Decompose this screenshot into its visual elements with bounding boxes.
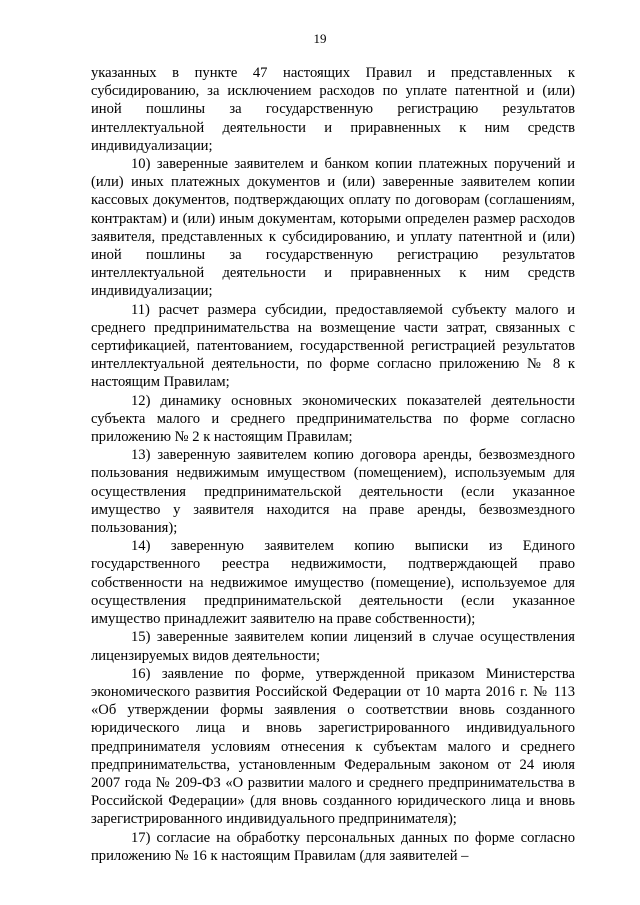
list-item-13: 13) заверенную заявителем копию договора аренды, безвозмездного пользования недвижимым имуществом (помещением), используемым для осуществления предпринимательской деятельности (если указанное имущество у заявителя находится на праве аренды, безвозмездного пользования);: [91, 447, 575, 537]
list-item-11: 11) расчет размера субсидии, предоставляемой субъекту малого и среднего предпринимательства на возмещение части затрат, связанных с сертификацией, патентованием, государственной регистрацией результатов интеллектуальной деятельности, по форме согласно приложению № 8 к настоящим Правилам;: [91, 301, 575, 391]
document-body: [91, 64, 575, 865]
list-item-14: 14) заверенную заявителем копию выписки из Единого государственного реестра недвижимости, подтверждающей право собственности на недвижимое имущество (помещение), используемое для осуществления предпринимательской деятельности (если указанное имущество принадлежит заявителю на праве собственности);: [91, 538, 575, 628]
paragraph-continuation: указанных в пункте 47 настоящих Правил и представленных к субсидированию, за исключением расходов по уплате патентной и (или) иной пошлины за государственную регистрацию результатов интеллектуальной деятельности и приравненных к ним средств индивидуализации;: [91, 65, 575, 154]
list-item-10: 10) заверенные заявителем и банком копии платежных поручений и (или) иных платежных документов и (или) заверенные заявителем копии кассовых документов, подтверждающих оплату по договорам (соглашениям, контрактам) и (или) иным документам, которыми определен размер расходов заявителя, представленных к субсидированию, и уплату патентной и (или) иной пошлины за государственную регистрацию результатов интеллектуальной деятельности и приравненных к ним средств индивидуализации;: [91, 156, 575, 300]
list-item-15: 15) заверенные заявителем копии лицензий в случае осуществления лицензируемых видов деятельности;: [91, 629, 575, 664]
list-item-12: 12) динамику основных экономических показателей деятельности субъекта малого и среднего предпринимательства по форме согласно приложению № 2 к настоящим Правилам;: [91, 392, 575, 446]
list-item-17: 17) согласие на обработку персональных данных по форме согласно приложению № 16 к настоящим Правилам (для заявителей –: [91, 829, 575, 864]
list-item-16: 16) заявление по форме, утвержденной приказом Министерства экономического развития Российской Федерации от 10 марта 2016 г. № 113 «Об утверждении формы заявления о соответствии вновь созданного юридического лица и вновь зарегистрированного индивидуального предпринимателя условиям отнесения к субъектам малого и среднего предпринимательства, установленным Федеральным законом от 24 июля 2007 года № 209-ФЗ «О развитии малого и среднего предпринимательства в Российской Федерации» (для вновь созданного юридического лица и вновь зарегистрированного индивидуального предпринимателя);: [91, 665, 575, 828]
page-number: 19: [313, 31, 327, 46]
